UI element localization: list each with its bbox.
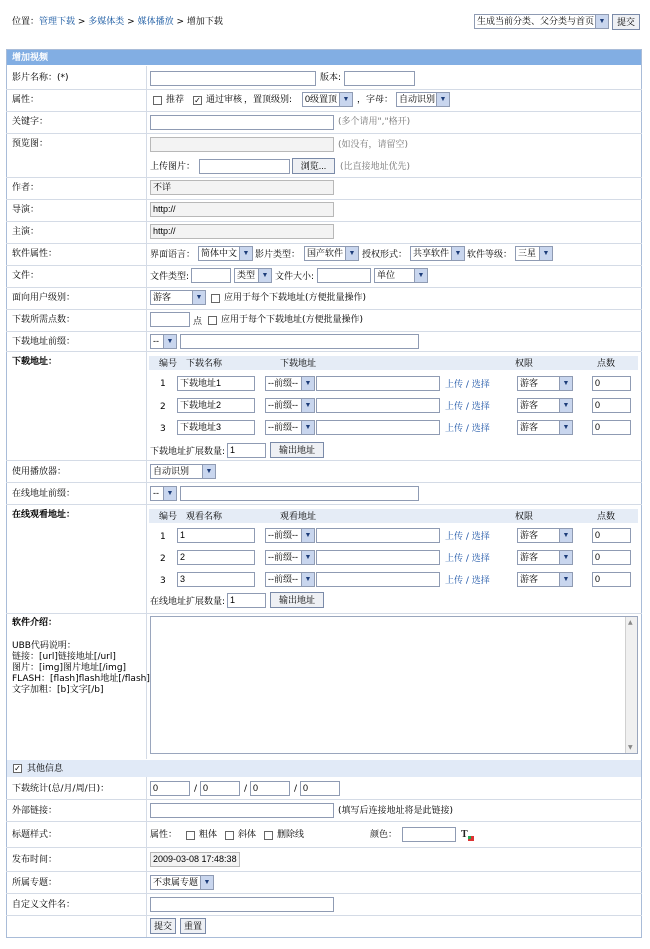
dl-points-input[interactable]: 0 (592, 420, 631, 435)
top-level-value: 0级置顶 (305, 94, 338, 104)
chevron-down-icon: ▼ (202, 465, 215, 478)
name-input[interactable] (150, 71, 316, 86)
label-author: 作者： (12, 183, 40, 193)
filetype-label: 文件类型: (150, 272, 190, 282)
upload-link[interactable]: 上传 (445, 402, 464, 412)
ubb-line-bold: 文字加粗：[b]文字[/b] (12, 685, 104, 695)
points-unit: 点 (193, 317, 203, 327)
label-softattr: 软件属性： (12, 249, 58, 259)
online-header-no: 编号 (159, 512, 178, 522)
online-prefix-row-value: --前缀-- (268, 530, 298, 540)
actor-input[interactable]: http:// (150, 224, 334, 239)
upload-link[interactable]: 上传 (445, 380, 464, 390)
chevron-down-icon: ▼ (200, 876, 213, 889)
chevron-down-icon: ▼ (239, 247, 252, 260)
stat-sep: / (244, 784, 248, 794)
online-url-input[interactable] (316, 528, 440, 543)
italic-label: 斜体 (238, 830, 257, 840)
breadcrumb-sep: > (75, 17, 89, 27)
userlevel-select[interactable] (150, 290, 206, 305)
label-onlineprefix: 在线地址前缀： (12, 489, 76, 499)
breadcrumb-prefix: 位置： (12, 17, 40, 27)
filename-input[interactable] (150, 897, 334, 912)
top-submit-button[interactable]: 提交 (612, 14, 640, 30)
textarea-scrollbar[interactable] (625, 617, 637, 753)
topic-value: 不隶属专题 (153, 877, 199, 887)
column-divider (146, 66, 147, 759)
points-apply-label: 应用于每个下载地址(方便批量操作) (221, 315, 364, 325)
online-links (445, 575, 490, 587)
chevron-down-icon: ▼ (539, 247, 552, 260)
upload-link[interactable]: 上传 (445, 532, 464, 542)
dl-links (445, 423, 490, 435)
row-divider (6, 177, 642, 178)
breadcrumb-multimedia[interactable]: 多媒体类 (88, 17, 125, 27)
slash: / (463, 576, 472, 586)
label-titlestyle: 标题样式： (12, 830, 58, 840)
dl-prefix-select[interactable] (265, 398, 315, 413)
slash: / (463, 380, 472, 390)
online-url-input[interactable] (316, 550, 440, 565)
points-input[interactable] (150, 312, 190, 327)
chevron-down-icon: ▼ (301, 377, 314, 390)
submit-button[interactable]: 提交 (150, 918, 176, 934)
preview-input[interactable] (150, 137, 334, 152)
generate-select-value: 生成当前分类、父分类与首页 (477, 16, 595, 26)
label-pubtime: 发布时间： (12, 855, 58, 865)
dl-name-input[interactable]: 下载地址1 (177, 376, 255, 391)
dl-url-input[interactable] (316, 376, 440, 391)
extlink-input[interactable] (150, 803, 334, 818)
label-userlevel: 面向用户级别： (12, 293, 76, 303)
row-divider (6, 111, 642, 112)
type-select[interactable] (304, 246, 359, 261)
italic-checkbox[interactable] (225, 831, 234, 840)
top-level-select[interactable] (302, 92, 353, 107)
online-table-header (149, 509, 638, 523)
dl-prefix-select[interactable] (265, 376, 315, 391)
version-input[interactable] (344, 71, 415, 86)
approved-label: 通过审核 (206, 95, 243, 105)
stat-day-input[interactable]: 0 (300, 781, 340, 796)
online-points-input[interactable]: 0 (592, 528, 631, 543)
chevron-down-icon: ▼ (559, 399, 572, 412)
choose-link[interactable]: 选择 (471, 424, 490, 434)
breadcrumb-current: 增加下载 (186, 17, 223, 27)
intro-textarea[interactable] (150, 616, 638, 754)
dl-prefix-value: --前缀-- (268, 378, 298, 388)
ubb-line-flash: FLASH：[flash]flash地址[/flash] (12, 674, 150, 684)
dl-header-name: 下载名称 (186, 359, 223, 369)
stat-sep: / (294, 784, 298, 794)
choose-link[interactable]: 选择 (471, 554, 490, 564)
row-divider (6, 915, 642, 916)
chevron-down-icon: ▼ (559, 573, 572, 586)
breadcrumb (12, 16, 223, 28)
online-links (445, 531, 490, 543)
dl-links (445, 401, 490, 413)
dl-prefix-value: --前缀-- (268, 422, 298, 432)
label-player: 使用播放器： (12, 467, 67, 477)
chevron-down-icon: ▼ (559, 377, 572, 390)
breadcrumb-manage-download[interactable]: 管理下载 (39, 17, 76, 27)
ubb-title: UBB代码说明： (12, 641, 76, 651)
online-row-no: 1 (160, 532, 166, 542)
font-label: ，字母： (357, 95, 394, 105)
top-level-label: ，置顶级别: (244, 95, 293, 105)
stat-week-input[interactable]: 0 (250, 781, 290, 796)
titlestyle-attr-label: 属性： (150, 830, 178, 840)
dl-row-no: 3 (160, 424, 166, 434)
chevron-down-icon: ▼ (301, 421, 314, 434)
online-export-button[interactable]: 输出地址 (270, 592, 324, 608)
dl-header-points: 点数 (597, 359, 616, 369)
online-header-perm: 权限 (515, 512, 534, 522)
online-row-no: 3 (160, 576, 166, 586)
chevron-down-icon: ▼ (559, 421, 572, 434)
level-value: 三星 (518, 248, 537, 258)
font-select[interactable] (396, 92, 450, 107)
scroll-down-icon[interactable]: ▼ (628, 744, 633, 751)
chevron-down-icon: ▼ (258, 269, 271, 282)
filesize-unit-select[interactable] (374, 268, 428, 283)
dl-perm-select[interactable] (517, 398, 573, 413)
label-intro: 软件介绍： (12, 618, 58, 628)
approved-checkbox[interactable]: ✓ (194, 96, 201, 105)
other-info-checkbox[interactable]: ✓ (14, 764, 21, 773)
chevron-down-icon: ▼ (301, 399, 314, 412)
row-divider (6, 871, 642, 872)
topic-select[interactable] (150, 875, 214, 890)
slash: / (463, 402, 472, 412)
player-value: 自动识别 (153, 466, 190, 476)
filetype-input[interactable] (191, 268, 231, 283)
online-perm-value: 游客 (520, 552, 539, 562)
row-divider (6, 504, 642, 505)
dl-perm-select[interactable] (517, 376, 573, 391)
online-name-input[interactable]: 1 (177, 528, 255, 543)
dl-row-no: 2 (160, 402, 166, 412)
dl-perm-value: 游客 (520, 400, 539, 410)
breadcrumb-sep: > (173, 17, 187, 27)
stat-total-input[interactable]: 0 (150, 781, 190, 796)
filesize-unit-value: 单位 (377, 270, 396, 280)
online-name-input[interactable]: 3 (177, 572, 255, 587)
slash: / (463, 554, 472, 564)
chevron-down-icon: ▼ (451, 247, 464, 260)
choose-link[interactable]: 选择 (471, 380, 490, 390)
row-divider (6, 460, 642, 461)
browse-button[interactable]: 浏览... (292, 158, 335, 174)
extlink-hint: (填写后连接地址将是此链接) (338, 806, 454, 816)
upload-hint: (比直接地址优先) (340, 162, 411, 172)
online-expand-label: 在线地址扩展数量: (150, 597, 226, 607)
ubb-line-link: 链接：[url]链接地址[/url] (12, 652, 116, 662)
upload-link[interactable]: 上传 (445, 576, 464, 586)
dl-prefix-select[interactable] (265, 420, 315, 435)
upload-link[interactable]: 上传 (445, 424, 464, 434)
chevron-down-icon: ▼ (163, 335, 176, 348)
scroll-up-icon[interactable]: ▲ (628, 619, 633, 626)
dl-name-input[interactable]: 下载地址2 (177, 398, 255, 413)
dl-header-perm: 权限 (515, 359, 534, 369)
breadcrumb-media-play[interactable]: 媒体播放 (137, 17, 174, 27)
column-divider (146, 777, 147, 937)
choose-link[interactable]: 选择 (471, 532, 490, 542)
lang-label: 界面语言： (150, 250, 196, 260)
online-header-name: 观看名称 (186, 512, 223, 522)
label-keyword: 关键字： (12, 117, 49, 127)
strike-label: 删除线 (277, 830, 305, 840)
label-actor: 主演： (12, 227, 40, 237)
online-header-points: 点数 (597, 512, 616, 522)
chevron-down-icon: ▼ (436, 93, 449, 106)
chevron-down-icon: ▼ (301, 551, 314, 564)
panel-title: 增加视频 (12, 53, 49, 63)
label-filename: 自定义文件名： (12, 900, 76, 910)
row-divider (6, 799, 642, 800)
filesize-input[interactable] (317, 268, 371, 283)
stat-month-input[interactable]: 0 (200, 781, 240, 796)
color-picker-icon[interactable] (461, 828, 475, 842)
row-divider (6, 613, 642, 614)
strike-checkbox[interactable] (264, 831, 273, 840)
player-select[interactable] (150, 464, 216, 479)
stat-sep: / (194, 784, 198, 794)
upload-link[interactable]: 上传 (445, 554, 464, 564)
slash: / (463, 532, 472, 542)
generate-select[interactable] (474, 14, 609, 29)
row-divider (6, 821, 642, 822)
online-points-input[interactable]: 0 (592, 550, 631, 565)
license-label: 授权形式： (362, 250, 408, 260)
dl-expand-input[interactable]: 1 (227, 443, 266, 458)
slash: / (463, 424, 472, 434)
dl-points-input[interactable]: 0 (592, 398, 631, 413)
license-select[interactable] (410, 246, 465, 261)
row-divider (6, 331, 642, 332)
row-divider (6, 309, 642, 310)
level-select[interactable] (515, 246, 553, 261)
label-extlink: 外部链接： (12, 806, 58, 816)
dl-url-input[interactable] (316, 398, 440, 413)
dl-table-header (149, 356, 638, 370)
online-prefix-row-select[interactable] (265, 550, 315, 565)
dl-name-input[interactable]: 下载地址3 (177, 420, 255, 435)
upload-file-input[interactable] (199, 159, 290, 174)
row-divider (6, 847, 642, 848)
row-divider (6, 287, 642, 288)
color-label: 颜色： (370, 830, 398, 840)
online-prefix-select[interactable] (150, 486, 177, 501)
row-divider (6, 199, 642, 200)
preview-hint: (如没有，请留空) (338, 140, 409, 150)
prefix-select[interactable] (150, 334, 177, 349)
online-name-input[interactable]: 2 (177, 550, 255, 565)
chevron-down-icon: ▼ (345, 247, 358, 260)
other-info-bar (7, 760, 641, 777)
keyword-input[interactable] (150, 115, 334, 130)
label-dladdr: 下载地址： (12, 357, 58, 367)
online-prefix-row-value: --前缀-- (268, 552, 298, 562)
label-attr: 属性： (12, 95, 40, 105)
userlevel-apply-checkbox[interactable] (211, 294, 220, 303)
label-director: 导演： (12, 205, 40, 215)
row-divider (6, 89, 642, 90)
lang-value: 简体中文 (201, 248, 238, 258)
prefix-input[interactable] (180, 334, 419, 349)
chevron-down-icon: ▼ (163, 487, 176, 500)
label-onlineaddr: 在线观看地址： (12, 510, 76, 520)
label-points: 下载所需点数： (12, 315, 76, 325)
online-prefix-input[interactable] (180, 486, 419, 501)
choose-link[interactable]: 选择 (471, 402, 490, 412)
label-version: 版本: (320, 73, 342, 83)
author-input[interactable]: 不详 (150, 180, 334, 195)
color-input[interactable] (402, 827, 456, 842)
online-prefix-row-select[interactable] (265, 572, 315, 587)
type-value: 国产软件 (307, 248, 344, 258)
recommend-label: 推荐 (166, 95, 185, 105)
dl-row-no: 1 (160, 379, 166, 389)
prefix-value: -- (153, 336, 159, 346)
reset-button[interactable]: 重置 (180, 918, 206, 934)
online-prefix-row-select[interactable] (265, 528, 315, 543)
chevron-down-icon: ▼ (301, 529, 314, 542)
online-url-input[interactable] (316, 572, 440, 587)
other-info-label: 其他信息 (27, 764, 64, 774)
dl-export-button[interactable]: 输出地址 (270, 442, 324, 458)
dl-perm-value: 游客 (520, 378, 539, 388)
online-prefix-value: -- (153, 488, 159, 498)
label-topic: 所属专题： (12, 878, 58, 888)
dl-header-addr: 下载地址 (280, 359, 317, 369)
online-links (445, 553, 490, 565)
dl-points-input[interactable]: 0 (592, 376, 631, 391)
online-header-addr: 观看地址 (280, 512, 317, 522)
bold-checkbox[interactable] (186, 831, 195, 840)
chevron-down-icon: ▼ (414, 269, 427, 282)
dl-url-input[interactable] (316, 420, 440, 435)
online-prefix-row-value: --前缀-- (268, 574, 298, 584)
chevron-down-icon: ▼ (192, 291, 205, 304)
filetype-select-value: 类型 (237, 270, 256, 280)
recommend-checkbox[interactable] (153, 96, 162, 105)
keyword-hint: (多个请用","格开) (338, 117, 411, 127)
breadcrumb-sep: > (124, 17, 138, 27)
label-name: 影片名称：(*) (12, 73, 69, 83)
director-input[interactable]: http:// (150, 202, 334, 217)
dl-header-no: 编号 (159, 359, 178, 369)
chevron-down-icon: ▼ (559, 529, 572, 542)
dl-prefix-value: --前缀-- (268, 400, 298, 410)
dl-expand-label: 下载地址扩展数量: (150, 447, 226, 457)
bold-label: 粗体 (199, 830, 218, 840)
chevron-down-icon: ▼ (595, 15, 608, 28)
row-divider (6, 893, 642, 894)
online-perm-select[interactable] (517, 550, 573, 565)
dl-links (445, 379, 490, 391)
panel-header (7, 50, 641, 65)
filetype-select[interactable] (234, 268, 272, 283)
userlevel-apply-label: 应用于每个下载地址(方便批量操作) (224, 293, 367, 303)
row-divider (6, 243, 642, 244)
row-divider (6, 133, 642, 134)
online-perm-select[interactable] (517, 528, 573, 543)
chevron-down-icon: ▼ (559, 551, 572, 564)
userlevel-value: 游客 (153, 292, 172, 302)
filesize-label: 文件大小: (275, 272, 315, 282)
online-perm-select[interactable] (517, 572, 573, 587)
online-perm-value: 游客 (520, 530, 539, 540)
dl-perm-select[interactable] (517, 420, 573, 435)
choose-link[interactable]: 选择 (471, 576, 490, 586)
row-divider (6, 482, 642, 483)
online-row-no: 2 (160, 554, 166, 564)
dl-perm-value: 游客 (520, 422, 539, 432)
type-label: 影片类型： (255, 250, 301, 260)
label-upload: 上传图片： (150, 162, 196, 172)
ubb-line-image: 图片：[img]图片地址[/img] (12, 663, 127, 673)
label-file: 文件： (12, 271, 40, 281)
font-value: 自动识别 (399, 94, 436, 104)
chevron-down-icon: ▼ (339, 93, 352, 106)
pubtime-input[interactable]: 2009-03-08 17:48:38 (150, 852, 240, 867)
svg-text:T: T (461, 829, 468, 840)
online-expand-input[interactable]: 1 (227, 593, 266, 608)
row-divider (6, 351, 642, 352)
label-stat: 下载统计(总/月/周/日)： (12, 784, 110, 794)
row-divider (6, 265, 642, 266)
label-preview: 预览图： (12, 139, 49, 149)
label-prefix: 下载地址前缀： (12, 337, 76, 347)
chevron-down-icon: ▼ (301, 573, 314, 586)
online-points-input[interactable]: 0 (592, 572, 631, 587)
lang-select[interactable] (198, 246, 253, 261)
license-value: 共享软件 (413, 248, 450, 258)
level-label: 软件等级： (467, 250, 513, 260)
points-apply-checkbox[interactable] (208, 316, 217, 325)
row-divider (6, 221, 642, 222)
online-perm-value: 游客 (520, 574, 539, 584)
